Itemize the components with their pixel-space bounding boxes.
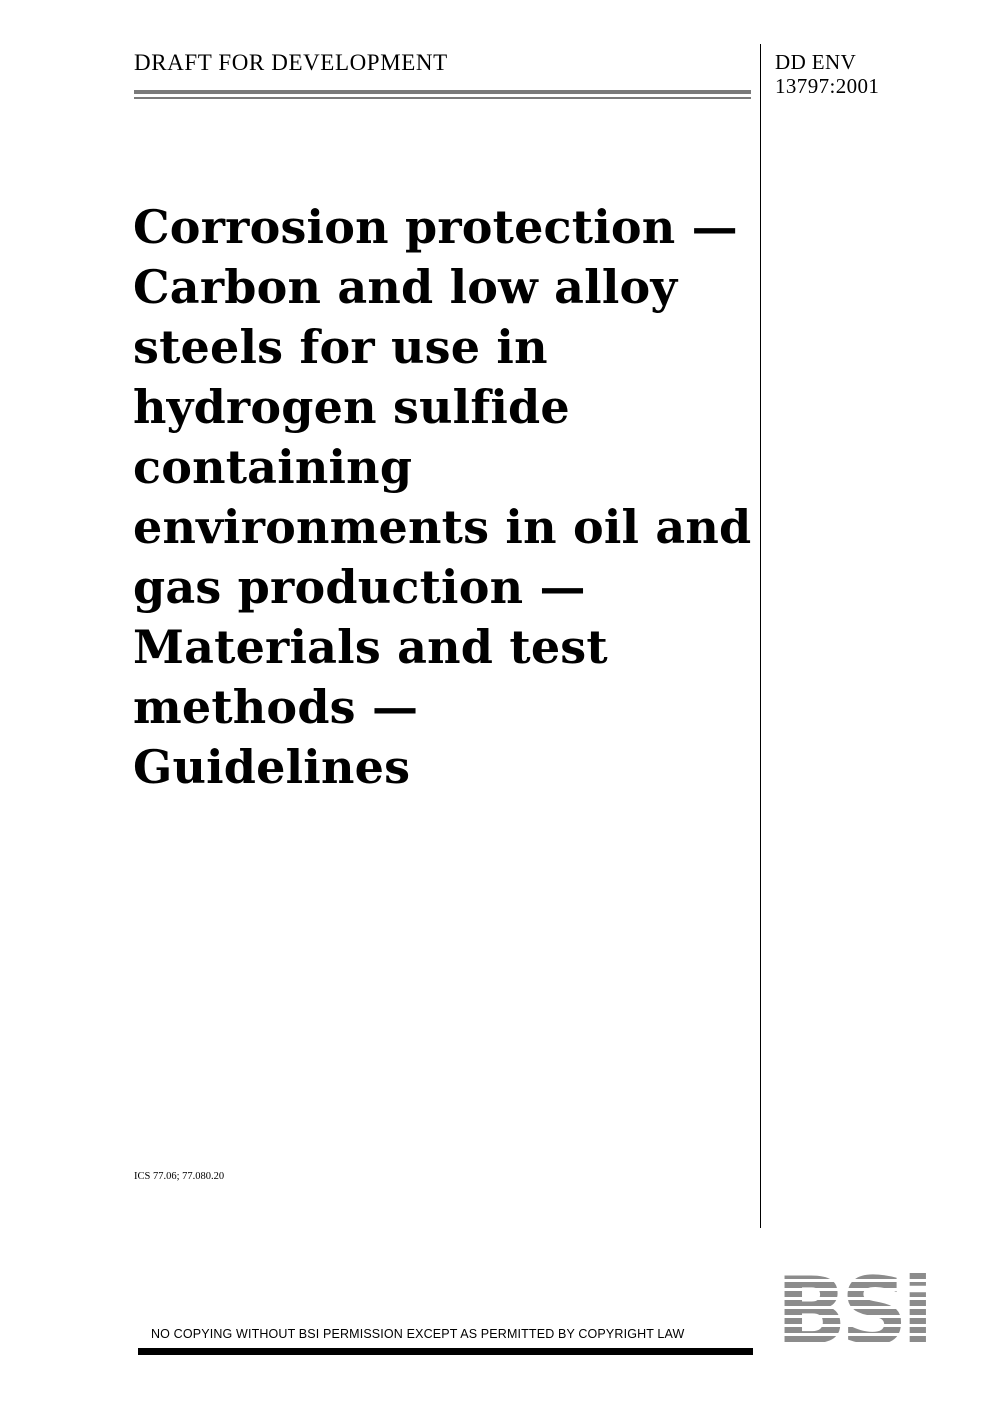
- title-line: hydrogen sulfide: [133, 380, 570, 434]
- document-number: [775, 50, 879, 98]
- footer-rule: [138, 1348, 753, 1355]
- copyright-notice: NO COPYING WITHOUT BSI PERMISSION EXCEPT AS PERMITTED BY COPYRIGHT LAW: [151, 1327, 685, 1341]
- title-line: gas production —: [133, 560, 586, 614]
- title-line: Carbon and low alloy: [133, 260, 678, 314]
- vertical-divider: [760, 44, 761, 1228]
- title-line: methods —: [133, 680, 419, 734]
- document-number-line-2: 13797:2001: [775, 74, 880, 98]
- document-number-line-1: DD ENV: [775, 50, 857, 74]
- title-line: steels for use in: [133, 320, 548, 374]
- header-rules: [134, 90, 751, 99]
- title-line: Materials and test: [133, 620, 608, 674]
- document-title: [133, 197, 753, 797]
- title-line: environments in oil and: [133, 500, 752, 554]
- header-rule-thick: [134, 90, 751, 94]
- ics-code: ICS 77.06; 77.080.20: [134, 1171, 225, 1182]
- bsi-logo: [778, 1273, 956, 1345]
- title-line: Guidelines: [133, 740, 411, 794]
- draft-for-development-label: DRAFT FOR DEVELOPMENT: [134, 50, 448, 75]
- title-line: Corrosion protection —: [133, 200, 738, 254]
- header-rule-thin: [134, 97, 751, 99]
- title-line: containing: [133, 440, 413, 494]
